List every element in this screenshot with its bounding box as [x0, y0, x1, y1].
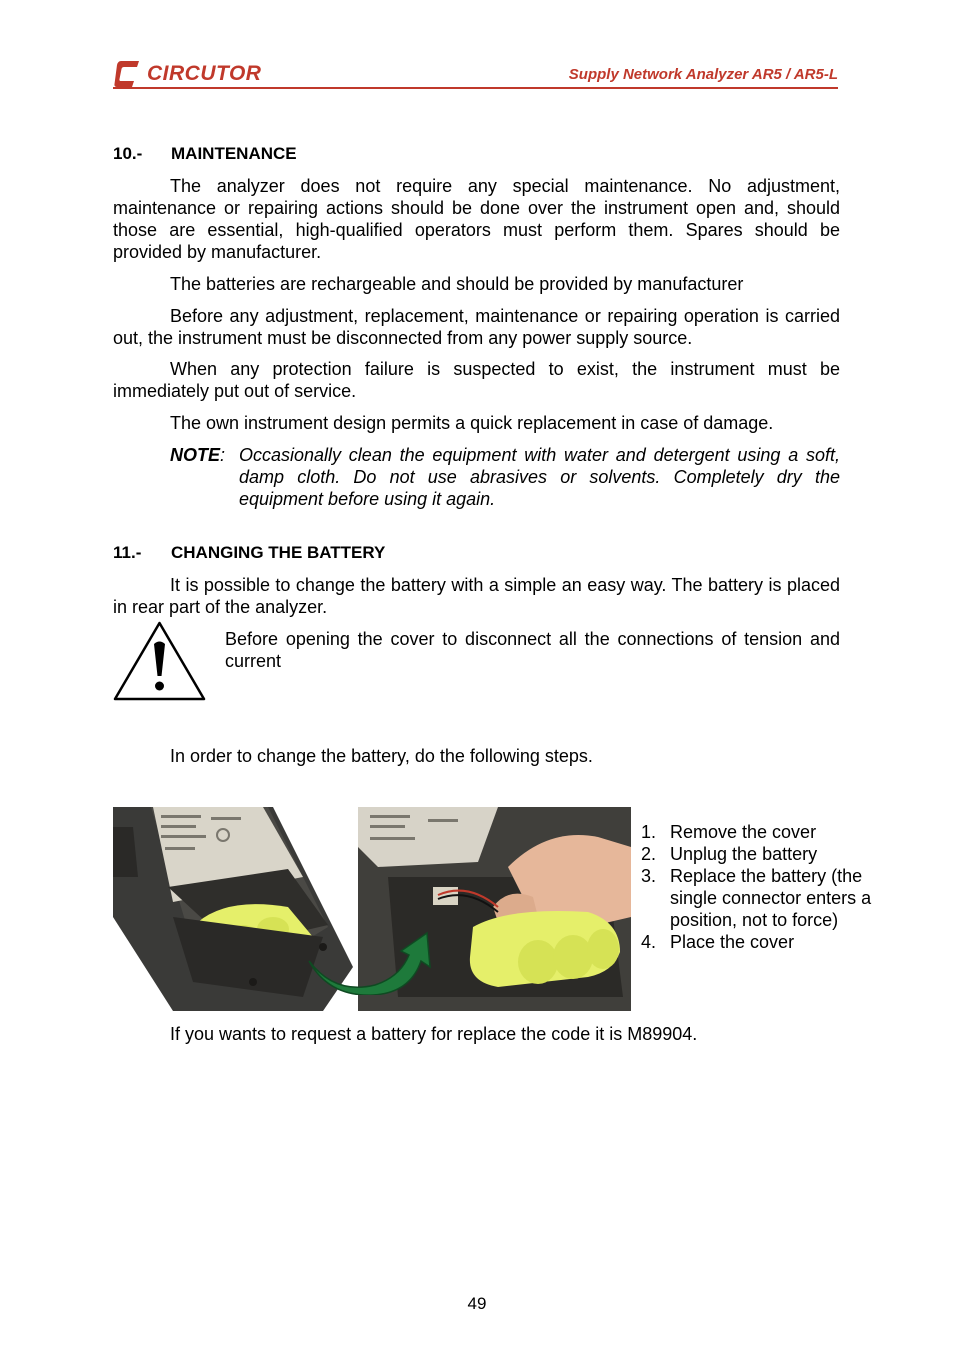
document-title: Supply Network Analyzer AR5 / AR5-L: [568, 66, 838, 83]
note-text: Occasionally clean the equipment with water and detergent using a soft, damp cloth. Do not use abrasives or solvents. Completely dry the equipment before using it again.: [239, 445, 840, 509]
step-text: Place the cover: [670, 932, 795, 952]
step-number: 2.: [641, 844, 657, 864]
step-2: [641, 843, 891, 865]
battery-code-note: If you wants to request a battery for replace the code it is M89904.: [170, 1024, 698, 1044]
step-text: Replace the battery (the single connector enters a position, not to force): [670, 866, 872, 930]
page-number: 49: [467, 1294, 487, 1313]
note-label: NOTE: [170, 445, 221, 465]
circutor-logo: [113, 58, 263, 90]
step-text: Unplug the battery: [670, 844, 818, 864]
logo-mark-icon: [113, 58, 145, 90]
warning-triangle-icon: [112, 620, 207, 702]
batteries-paragraph: The batteries are rechargeable and should be provided by manufacturer: [170, 274, 744, 294]
section-11-number: 11.-: [113, 543, 142, 562]
step-number: 4.: [641, 932, 657, 952]
header-divider: [113, 87, 838, 89]
step-number: 1.: [641, 822, 657, 842]
section-11-title: CHANGING THE BATTERY: [171, 543, 386, 562]
step-1: [641, 821, 891, 843]
battery-intro-paragraph: It is possible to change the battery with a simple an easy way. The battery is placed in rear part of the analyzer.: [113, 575, 840, 617]
steps-intro: In order to change the battery, do the following steps.: [170, 746, 593, 766]
note-colon: :: [220, 445, 226, 465]
step-4: [641, 931, 891, 953]
design-paragraph: The own instrument design permits a quick replacement in case of damage.: [170, 413, 774, 433]
section-10-heading: [113, 144, 297, 164]
warning-text: Before opening the cover to disconnect all the connections of tension and current: [225, 629, 840, 671]
curved-arrow-icon: [305, 925, 435, 995]
section-10-number: 10.-: [113, 144, 143, 163]
disconnect-paragraph: Before any adjustment, replacement, maintenance or repairing operation is carried out, the instrument must be disconnected from any power supply source.: [113, 306, 840, 348]
cleaning-note: [170, 444, 840, 509]
step-3: [641, 865, 891, 931]
step-number: 3.: [641, 866, 657, 886]
section-11-heading: [113, 543, 385, 563]
step-text: Remove the cover: [670, 822, 817, 842]
logo-text: CIRCUTOR: [147, 62, 262, 85]
battery-steps-list: [641, 821, 891, 953]
protection-paragraph: When any protection failure is suspected to exist, the instrument must be immediately put out of service.: [113, 359, 840, 401]
section-10-title: MAINTENANCE: [171, 144, 297, 163]
maintenance-paragraph: The analyzer does not require any special maintenance. No adjustment, maintenance or repairing actions should be done over the instrument open and, should those are essential, high-qualified operators must perform them. Spares should be provided by manufacturer.: [113, 176, 840, 262]
